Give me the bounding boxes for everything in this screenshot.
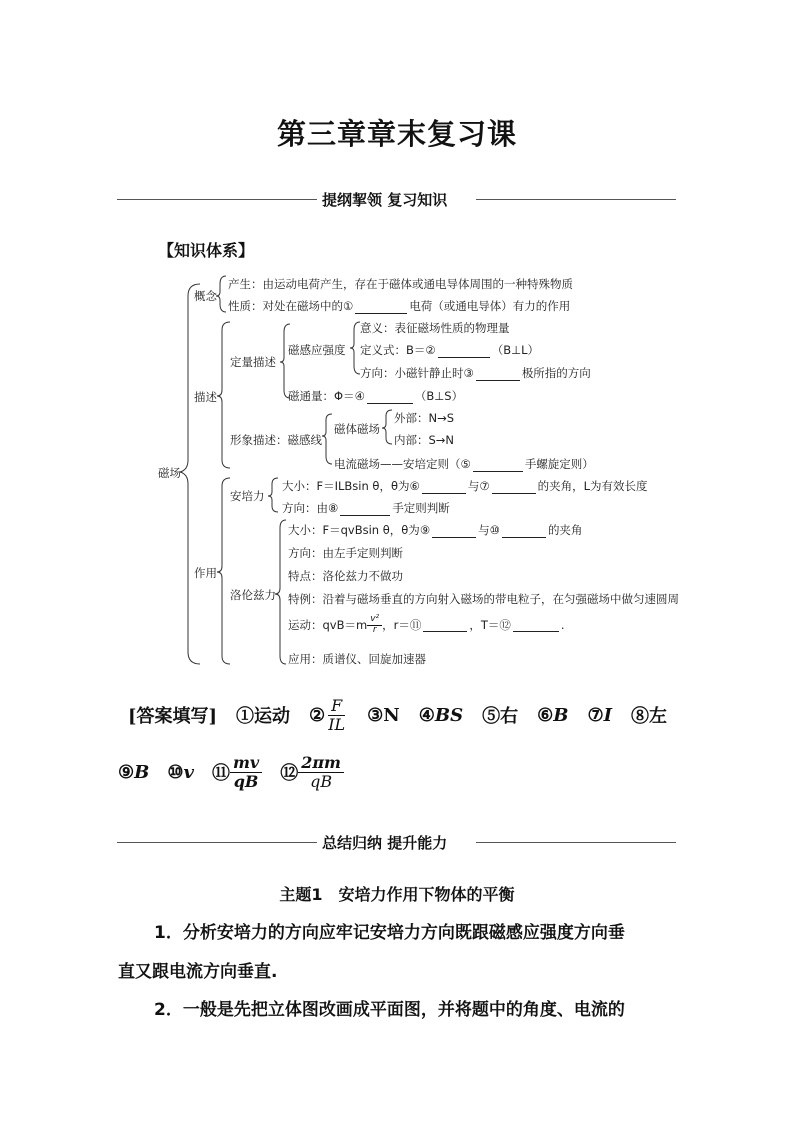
blank-12-line (513, 619, 559, 632)
lorentz-size-and: 与 (478, 523, 490, 537)
answer-10 (167, 762, 194, 783)
motion-denominator: r (372, 624, 377, 635)
current-field-prefix: 电流磁场——安培定则（ (334, 457, 461, 471)
magnet-inside: 内部：S→N (394, 433, 455, 447)
motion-prefix: 运动：qvB＝m (288, 618, 368, 633)
lorentz-motion (288, 615, 565, 636)
blank-7-number: ⑦ (479, 479, 490, 493)
answer-6-value: B (553, 704, 569, 726)
flux-suffix: （B⊥S） (414, 389, 464, 403)
motion-r: ，r＝ (382, 618, 410, 633)
concept-nature-prefix: 性质：对处在磁场中的 (228, 299, 343, 313)
blank-2-line (438, 345, 490, 358)
quant-label: 定量描述 (230, 355, 276, 369)
answer-3: ③N (367, 704, 400, 726)
ampere-size-suffix: 的夹角，L为有效长度 (537, 479, 648, 493)
blank-3-line (476, 368, 520, 381)
lorentz-application: 应用：质谱仪、回旋加速器 (288, 652, 426, 666)
answer-2 (309, 697, 348, 733)
concept-nature (228, 298, 570, 314)
blank-11-line (423, 619, 467, 632)
b-definition-prefix: 定义式：B＝ (360, 343, 426, 357)
describe-label: 描述 (194, 390, 217, 404)
paragraph-1-line-2: 直又跟电流方向垂直. (118, 962, 278, 982)
ampere-direction-suffix: 手定则判断 (392, 501, 450, 515)
b-direction-prefix: 方向：小磁针静止时 (360, 366, 464, 380)
current-field (334, 456, 594, 472)
answer-2-fraction (325, 697, 348, 733)
answer-8: ⑧左 (631, 706, 668, 728)
blank-4-number: ④ (354, 389, 365, 403)
b-direction-suffix: 极所指的方向 (521, 366, 591, 380)
lorentz-label: 洛伦兹力 (230, 588, 276, 602)
motion-fraction (367, 615, 382, 636)
ampere-size (282, 478, 648, 494)
answer-7 (587, 705, 612, 726)
lorentz-size (288, 522, 582, 538)
b-meaning: 意义：表征磁场性质的物理量 (360, 321, 510, 335)
answer-12-fraction (298, 754, 344, 790)
flux (288, 388, 463, 404)
current-field-suffix: 手螺旋定则） (524, 457, 594, 471)
blank-8-number: ⑧ (328, 501, 339, 515)
blank-11-number: ⑪ (409, 618, 422, 633)
lorentz-direction: 方向：由左手定则判断 (288, 546, 403, 560)
answer-9-value: B (134, 761, 150, 783)
paragraph-2-line-1: 2．一般是先把立体图改画成平面图，并将题中的角度、电流的 (154, 1000, 625, 1020)
blank-1-number: ① (343, 299, 354, 313)
ampere-direction (282, 500, 450, 516)
motion-t: ，T＝ (469, 618, 500, 633)
b-label: 磁感应强度 (288, 343, 346, 357)
section-heading: 提纲挈领 复习知识 (322, 191, 448, 209)
topic-heading: 主题1 安培力作用下物体的平衡 (279, 885, 515, 904)
concept-produce: 产生：由运动电荷产生，存在于磁体或通电导体周围的一种特殊物质 (228, 277, 573, 291)
root-node: 磁场 (158, 466, 181, 480)
answer-9 (118, 762, 149, 783)
answer-11-number: ⑪ (211, 763, 230, 785)
blank-2-number: ② (425, 343, 436, 357)
blank-4-line (367, 391, 413, 404)
concept-nature-suffix: 电荷（或通电导体）有力的作用 (409, 299, 571, 313)
answer-7-number: ⑦ (587, 704, 604, 726)
lorentz-special: 特例：沿着与磁场垂直的方向射入磁场的带电粒子，在匀强磁场中做匀速圆周 (288, 592, 679, 606)
blank-6-number: ⑥ (409, 479, 420, 493)
blank-7-line (492, 481, 536, 494)
image-desc: 形象描述：磁感线 (230, 433, 322, 447)
answer-2-denominator: IL (328, 714, 346, 734)
magnet-field: 磁体磁场 (334, 422, 380, 436)
answer-10-number: ⑩ (167, 761, 184, 783)
ampere-label: 安培力 (230, 489, 265, 503)
lorentz-size-suffix: 的夹角 (547, 523, 583, 537)
blank-1-line (355, 301, 407, 314)
answers-label: [答案填写] (128, 706, 218, 728)
b-direction (360, 365, 591, 381)
answer-11 (212, 754, 262, 790)
ampere-size-and: 与 (467, 479, 480, 493)
answer-4-value: BS (434, 704, 464, 726)
answer-9-number: ⑨ (118, 761, 135, 783)
answer-6-number: ⑥ (537, 704, 554, 726)
answer-6 (537, 705, 568, 726)
knowledge-heading: 【知识体系】 (158, 241, 255, 260)
ampere-direction-prefix: 方向：由 (282, 501, 328, 515)
paragraph-1-line-1: 1．分析安培力的方向应牢记安培力方向既跟磁感应强度方向垂 (154, 923, 625, 943)
page-title: 第三章章末复习课 (276, 117, 517, 151)
lorentz-feature: 特点：洛伦兹力不做功 (288, 569, 403, 583)
answer-12-denominator: qB (310, 771, 333, 791)
answers-row-2 (118, 754, 344, 790)
blank-12-number: ⑫ (499, 618, 511, 633)
answer-4-number: ④ (418, 704, 435, 726)
blank-10-line (502, 525, 546, 538)
answer-2-number: ② (309, 704, 326, 726)
answer-11-denominator: qB (233, 771, 259, 791)
answer-4 (419, 705, 463, 726)
motion-numerator: v² (367, 615, 382, 626)
answer-2-numerator: F (328, 697, 345, 716)
answer-12-number: ⑫ (280, 763, 299, 785)
blank-3-number: ③ (463, 366, 474, 380)
blank-8-line (340, 503, 390, 516)
concept-label: 概念 (194, 289, 217, 303)
answer-10-value: v (183, 761, 194, 783)
blank-5-number: ⑤ (460, 457, 471, 471)
b-definition (360, 342, 539, 358)
blank-6-line (422, 481, 466, 494)
answers-row-1 (128, 697, 667, 733)
answer-12 (280, 754, 344, 790)
magnet-outside: 外部：N→S (394, 411, 455, 425)
flux-prefix: 磁通量：Φ＝ (288, 389, 355, 403)
answer-1: ①运动 (236, 706, 291, 728)
motion-period: . (560, 618, 565, 633)
lorentz-size-prefix: 大小：F＝qvBsin θ，θ为 (288, 523, 420, 537)
answer-11-numerator: mv (230, 754, 262, 773)
answer-11-fraction (230, 754, 262, 790)
answer-7-value: I (603, 704, 613, 726)
effect-label: 作用 (194, 566, 217, 580)
ampere-size-prefix: 大小：F＝ILBsin θ，θ为 (282, 479, 410, 493)
section2-rule-right (476, 842, 676, 843)
blank-9-line (432, 525, 476, 538)
blank-10-number: ⑩ (489, 523, 500, 537)
section2-heading: 总结归纳 提升能力 (322, 834, 448, 852)
blank-9-number: ⑨ (419, 523, 431, 537)
answer-5: ⑤右 (482, 706, 519, 728)
blank-5-line (473, 459, 523, 472)
answer-12-numerator: 2πm (298, 754, 344, 773)
section2-rule-left (117, 842, 317, 843)
b-definition-suffix: （B⊥L） (491, 343, 540, 357)
